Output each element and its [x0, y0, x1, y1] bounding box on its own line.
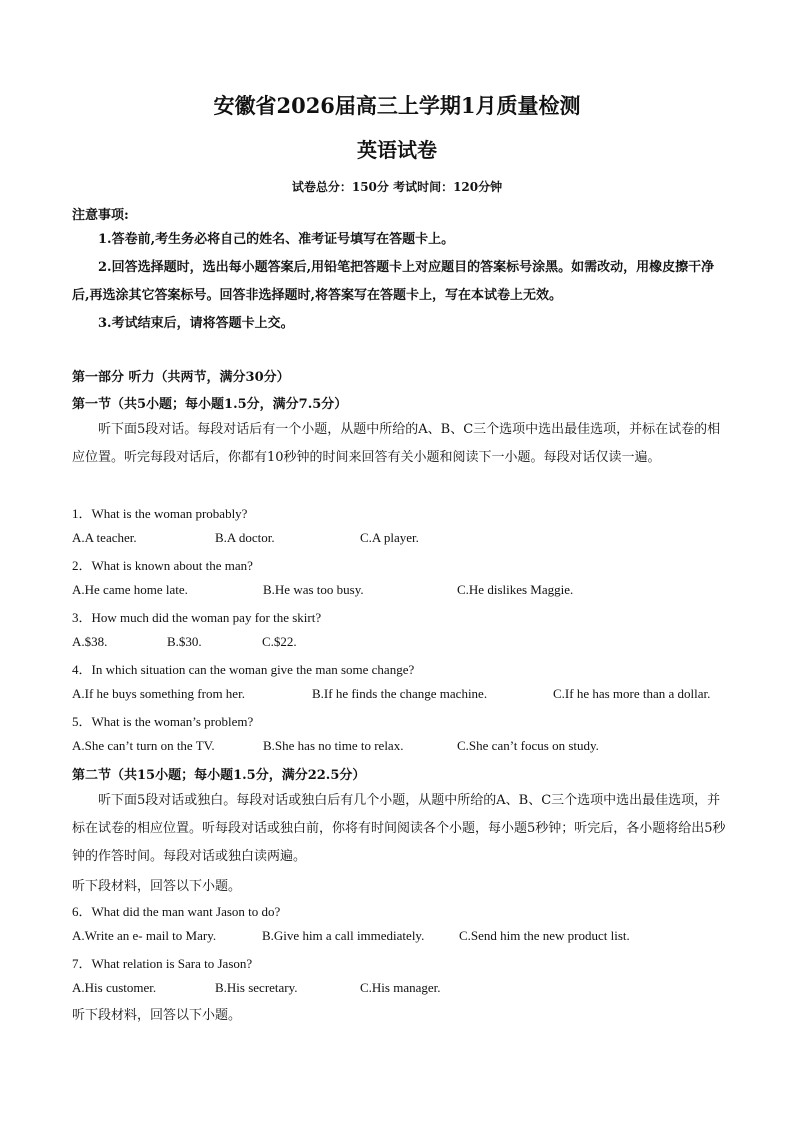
notice-heading: 注意事项: — [72, 208, 129, 223]
section2-heading: 第二节（共15小题；每小题1.5分，满分22.5分） — [72, 768, 366, 783]
question-3-option-c[interactable]: C.$22. — [262, 634, 297, 649]
question-1-option-c[interactable]: C.A player. — [360, 530, 419, 545]
question-3-option-b[interactable]: B.$30. — [167, 634, 202, 649]
question-6-option-a[interactable]: A.Write an e- mail to Mary. — [72, 928, 217, 943]
section1-heading: 第一节（共5小题；每小题1.5分，满分7.5分） — [72, 397, 348, 412]
question-4-option-b[interactable]: B.If he finds the change machine. — [312, 686, 488, 701]
question-5-option-b[interactable]: B.She has no time to relax. — [263, 738, 404, 753]
section2-instructions: 听下面5段对话或独白。每段对话或独白后有几个小题，从题中所给的A、B、C三个选项中选出最佳选项，并标在试卷的相应位置。听每段对话或独白前，你将有时间阅读各个小题，每小题5秒钟；听完后，各小题将给出5秒钟的作答时间。每段对话或独白读两遍。 — [72, 793, 726, 864]
question-2-option-b[interactable]: B.He was too busy. — [263, 582, 364, 597]
exam-title: 安徽省2026届高三上学期1月质量检测 — [213, 93, 581, 118]
exam-meta: 试卷总分：150分 考试时间：120分钟 — [291, 180, 503, 194]
notice-item-1: 1.答卷前,考生务必将自己的姓名、准考证号填写在答题卡上。 — [98, 232, 455, 247]
question-3-option-a[interactable]: A.$38. — [72, 634, 108, 649]
question-4-option-a[interactable]: A.If he buys something from her. — [72, 686, 245, 701]
question-5-stem: 5．What is the woman’s problem? — [72, 714, 254, 729]
exam-subtitle: 英语试卷 — [357, 138, 437, 162]
material-prompt-1: 听下段材料，回答以下小题。 — [72, 879, 242, 894]
notice-item-3: 3.考试结束后，请将答题卡上交。 — [98, 316, 294, 331]
question-1-stem: 1．What is the woman probably? — [72, 506, 248, 521]
question-2-option-c[interactable]: C.He dislikes Maggie. — [457, 582, 574, 597]
question-4-stem: 4．In which situation can the woman give the man some change? — [72, 662, 415, 677]
notice-item-2: 2.回答选择题时，选出每小题答案后,用铅笔把答题卡上对应题目的答案标号涂黑。如需改动，用橡皮擦干净后,再选涂其它答案标号。回答非选择题时,将答案写在答题卡上，写在本试卷上无效。 — [72, 260, 715, 303]
question-7-option-b[interactable]: B.His secretary. — [215, 980, 298, 995]
question-7-stem: 7．What relation is Sara to Jason? — [72, 956, 253, 971]
question-1-option-b[interactable]: B.A doctor. — [215, 530, 275, 545]
question-6-option-b[interactable]: B.Give him a call immediately. — [262, 928, 425, 943]
question-4-option-c[interactable]: C.If he has more than a dollar. — [553, 686, 711, 701]
question-5-option-c[interactable]: C.She can’t focus on study. — [457, 738, 599, 753]
question-7-option-a[interactable]: A.His customer. — [72, 980, 157, 995]
material-prompt-2: 听下段材料，回答以下小题。 — [72, 1008, 242, 1023]
question-2-option-a[interactable]: A.He came home late. — [72, 582, 188, 597]
section1-instructions: 听下面5段对话。每段对话后有一个小题，从题中所给的A、B、C三个选项中选出最佳选项，并标在试卷的相应位置。听完每段对话后，你都有10秒钟的时间来回答有关小题和阅读下一小题。每段对话仅读一遍。 — [72, 422, 721, 465]
question-6-stem: 6．What did the man want Jason to do? — [72, 904, 281, 919]
question-7-option-c[interactable]: C.His manager. — [360, 980, 441, 995]
question-3-stem: 3．How much did the woman pay for the skirt? — [72, 610, 322, 625]
question-6-option-c[interactable]: C.Send him the new product list. — [459, 928, 630, 943]
part1-heading: 第一部分 听力（共两节，满分30分） — [72, 370, 290, 385]
question-1-option-a[interactable]: A.A teacher. — [72, 530, 137, 545]
question-2-stem: 2．What is known about the man? — [72, 558, 253, 573]
question-5-option-a[interactable]: A.She can’t turn on the TV. — [72, 738, 215, 753]
